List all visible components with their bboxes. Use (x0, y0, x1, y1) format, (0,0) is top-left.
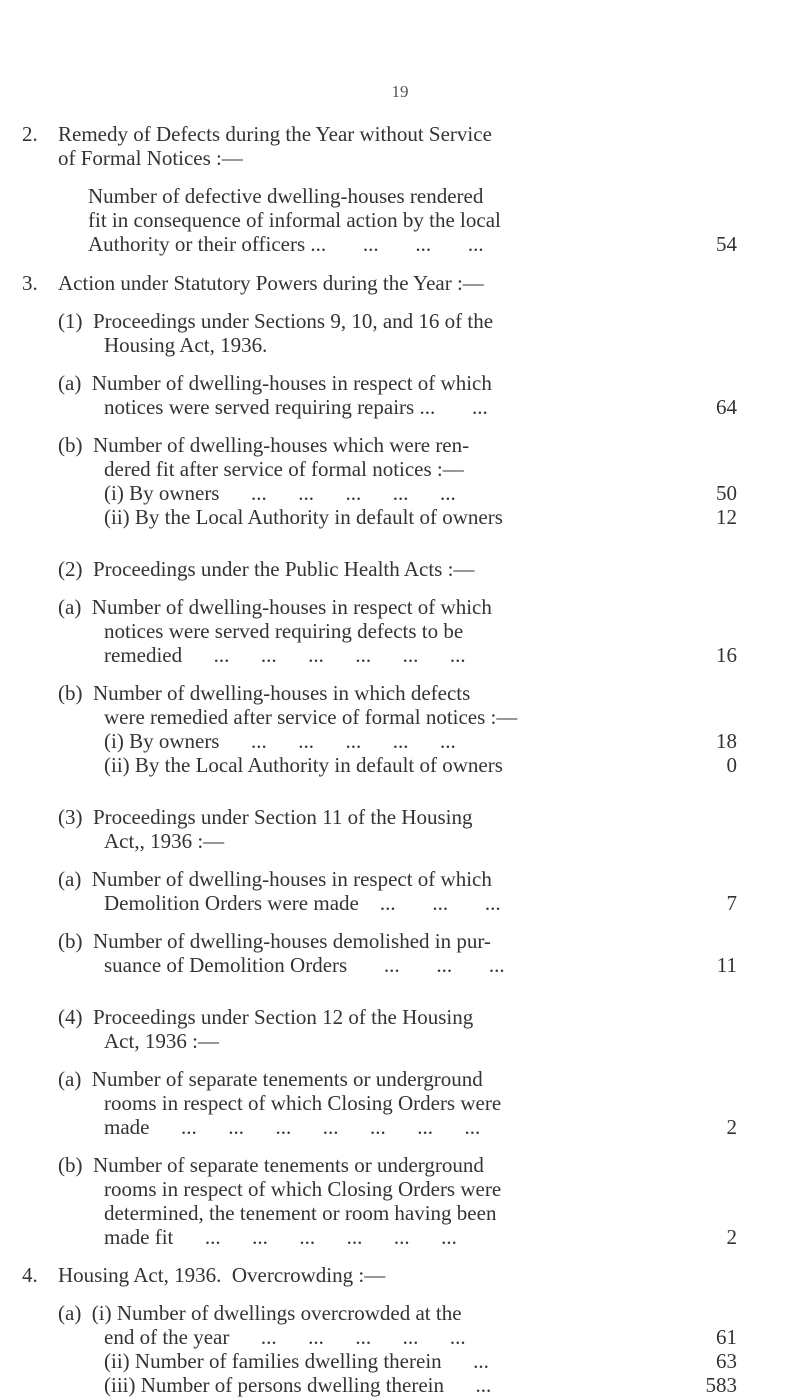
figure-value: 2 (726, 1115, 737, 1139)
text-line: of Formal Notices :— (58, 146, 243, 170)
text-line: (a) (i) Number of dwellings overcrowded at the (58, 1301, 462, 1325)
figure-value: 11 (716, 953, 737, 977)
text-line: (i) By owners ... ... ... ... ... (104, 481, 456, 505)
text-line: dered fit after service of formal notices :— (104, 457, 464, 481)
text-line: (i) By owners ... ... ... ... ... (104, 729, 456, 753)
text-line: suance of Demolition Orders ... ... ... (104, 953, 505, 977)
text-line: Act, 1936 :— (104, 1029, 219, 1053)
figure-value: 583 (705, 1373, 737, 1397)
text-line: Act,, 1936 :— (104, 829, 225, 853)
text-line: (a) Number of separate tenements or underground (58, 1067, 483, 1091)
figure-value: 7 (726, 891, 737, 915)
text-line: determined, the tenement or room having been (104, 1201, 497, 1225)
text-line: (4) Proceedings under Section 12 of the Housing (58, 1005, 474, 1029)
text-line: end of the year ... ... ... ... ... (104, 1325, 466, 1349)
text-line: (b) Number of dwelling-houses which were ren- (58, 433, 470, 457)
text-line: (a) Number of dwelling-houses in respect of which (58, 595, 492, 619)
text-line: (ii) Number of families dwelling therein ... (104, 1349, 489, 1373)
figure-value: 2 (726, 1225, 737, 1249)
text-line: Number of defective dwelling-houses rendered (88, 184, 484, 208)
text-line: (ii) By the Local Authority in default of owners (104, 505, 503, 529)
text-line: 4. (22, 1263, 38, 1287)
figure-value: 12 (716, 505, 737, 529)
figure-value: 64 (716, 395, 737, 419)
text-line: (a) Number of dwelling-houses in respect of which (58, 867, 492, 891)
figure-value: 50 (716, 481, 737, 505)
text-line: 2. (22, 122, 38, 146)
text-line: Housing Act, 1936. Overcrowding :— (58, 1263, 386, 1287)
figure-value: 63 (716, 1349, 737, 1373)
text-line: rooms in respect of which Closing Orders were (104, 1177, 502, 1201)
text-line: remedied ... ... ... ... ... ... (104, 643, 466, 667)
text-line: made fit ... ... ... ... ... ... (104, 1225, 457, 1249)
text-line: Remedy of Defects during the Year without Service (58, 122, 492, 146)
text-line: notices were served requiring repairs ... ... (104, 395, 488, 419)
text-line: (b) Number of separate tenements or underground (58, 1153, 484, 1177)
page-number: 19 (391, 82, 409, 101)
figure-value: 0 (726, 753, 737, 777)
text-line: (1) Proceedings under Sections 9, 10, and 16 of the (58, 309, 494, 333)
text-line: rooms in respect of which Closing Orders were (104, 1091, 502, 1115)
text-line: (3) Proceedings under Section 11 of the Housing (58, 805, 473, 829)
text-line: 3. (22, 271, 38, 295)
figure-value: 18 (716, 729, 737, 753)
figure-value: 61 (716, 1325, 737, 1349)
text-line: (b) Number of dwelling-houses demolished in pur- (58, 929, 491, 953)
text-line: Demolition Orders were made ... ... ... (104, 891, 501, 915)
text-line: made ... ... ... ... ... ... ... (104, 1115, 481, 1139)
text-line: notices were served requiring defects to be (104, 619, 464, 643)
text-line: Action under Statutory Powers during the Year :— (58, 271, 484, 295)
figure-value: 16 (716, 643, 737, 667)
text-line: Authority or their officers ... ... ... ... (88, 232, 484, 256)
text-line: were remedied after service of formal notices :— (104, 705, 518, 729)
text-line: (a) Number of dwelling-houses in respect of which (58, 371, 492, 395)
text-line: (b) Number of dwelling-houses in which defects (58, 681, 471, 705)
figure-value: 54 (716, 232, 737, 256)
text-line: fit in consequence of informal action by the local (88, 208, 501, 232)
text-line: (2) Proceedings under the Public Health Acts :— (58, 557, 475, 581)
text-line: (iii) Number of persons dwelling therein ... (104, 1373, 492, 1397)
text-line: (ii) By the Local Authority in default of owners (104, 753, 503, 777)
text-line: Housing Act, 1936. (104, 333, 268, 357)
